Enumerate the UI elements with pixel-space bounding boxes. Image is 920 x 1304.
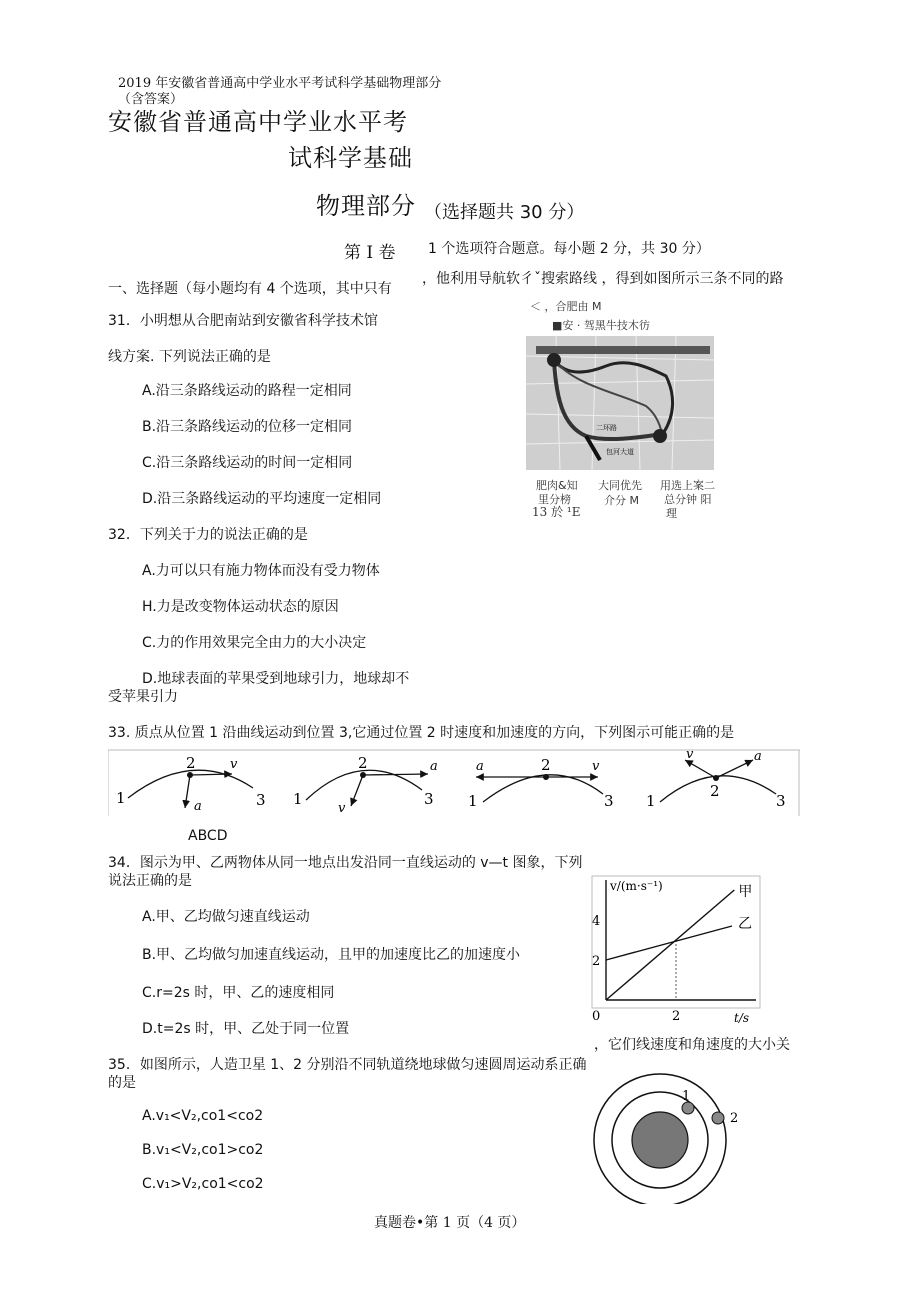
panel-b-accel-arrow — [363, 774, 428, 775]
title-line2: 试科学基础 — [288, 144, 413, 172]
vt-origin-label: 0 — [592, 1009, 601, 1024]
panel-d-velocity-arrow — [685, 760, 716, 778]
vt-y-axis-label: v/(m·s⁻¹) — [610, 879, 663, 893]
vt-series-jia-line — [606, 890, 734, 1000]
earth — [632, 1112, 688, 1168]
map-route-a-line3: 13 於 ¹E — [532, 505, 581, 519]
volume-label: 第 I 卷 — [344, 243, 396, 263]
q34-option-d: D.t=2s 时，甲、乙处于同一位置 — [142, 1021, 350, 1037]
q33-panel-d — [646, 748, 786, 810]
vt-y-tick-4: 4 — [592, 914, 601, 929]
map-route-a-line2: 里分榜 — [538, 493, 571, 506]
q35-option-a: A.v₁<V₂,co1<co2 — [142, 1108, 264, 1124]
panel-c-label-3: 3 — [604, 792, 614, 810]
q35-option-b: B.v₁<V₂,co1>co2 — [142, 1142, 264, 1158]
satellite-2-label: 2 — [730, 1111, 739, 1126]
q31-option-a: A.沿三条路线运动的路程一定相同 — [142, 383, 352, 399]
map-route-c-line3: 理 — [666, 507, 677, 520]
instruction-left: 一、选择题（每小题均有 4 个选项，其中只有 — [108, 281, 392, 297]
q35-stem-line1: 35．如图所示，人造卫星 1、2 分别沿不同轨道绕地球做匀速圆周运动系正确 — [108, 1057, 587, 1073]
q34-option-a: A.甲、乙均做匀速直线运动 — [142, 909, 310, 925]
panel-b-velocity-arrow — [351, 775, 363, 806]
instruction-right: 1 个选项符合题意。每小题 2 分，共 30 分） — [428, 241, 710, 257]
route-map-figure — [526, 336, 714, 470]
panel-d-accel-arrow — [716, 760, 753, 778]
satellite-2 — [712, 1112, 724, 1124]
start-marker — [547, 353, 561, 367]
map-route-a-line1: 肥肉&知 — [536, 479, 578, 492]
q33-panel-c — [468, 756, 614, 810]
q32-option-d: D.地球表面的苹果受到地球引力，地球却不 — [142, 671, 410, 687]
map-top-caption1: ＜ ，合肥由 M — [530, 300, 602, 313]
q35-option-c: C.v₁>V₂,co1<co2 — [142, 1176, 264, 1192]
vt-x-axis-label: t/s — [734, 1011, 750, 1025]
q31-stem-left: 31．小明想从合肥南站到安徽省科学技术馆 — [108, 313, 378, 329]
q34-option-b: B.甲、乙均做匀加速直线运动，且甲的加速度比乙的加速度小 — [142, 947, 521, 963]
map-route-b-line1: 大同优先 — [598, 479, 642, 492]
q33-panel-b — [293, 754, 438, 816]
q32-option-b: H.力是改变物体运动状态的原因 — [142, 599, 339, 615]
panel-b-label-v: v — [338, 801, 346, 816]
panel-c-label-a: a — [476, 759, 484, 774]
vt-chart — [588, 872, 764, 1030]
panel-b-label-3: 3 — [424, 790, 434, 808]
vt-series-jia-label: 甲 — [738, 884, 753, 900]
panel-a-accel-arrow — [185, 775, 190, 808]
vt-y-tick-2: 2 — [592, 954, 601, 969]
q33-panel-a — [116, 754, 266, 814]
panel-a-label-v: v — [230, 757, 238, 772]
q33-caption: ABCD — [188, 828, 228, 844]
panel-d-label-3: 3 — [776, 792, 786, 810]
panel-a-label-2: 2 — [186, 754, 196, 772]
panel-a-label-a: a — [194, 799, 202, 814]
map-route-b-line2: 介分 M — [604, 494, 639, 507]
panel-b-label-1: 1 — [293, 790, 303, 808]
q33-stem: 33. 质点从位置 1 沿曲线运动到位置 3,它通过位置 2 时速度和加速度的方向，下列图示可能正确的是 — [108, 725, 735, 741]
q32-option-d-cont: 受苹果引力 — [108, 689, 178, 705]
q34-option-c: C.r=2s 时，甲、乙的速度相同 — [142, 985, 335, 1001]
map-top-road — [536, 346, 710, 354]
q32-option-a: A.力可以只有施力物体而没有受力物体 — [142, 563, 380, 579]
map-route-c-line2: 总分钟 阳 — [664, 493, 712, 506]
panel-d-label-2: 2 — [710, 782, 720, 800]
panel-d-label-v: v — [686, 748, 694, 762]
doc-header-line2: （含答案） — [118, 92, 184, 107]
q34-stem-line1: 34．图示为甲、乙两物体从同一地点出发沿同一直线运动的 v—t 图象，下列 — [108, 855, 583, 871]
q35-stem-line2: 的是 — [108, 1075, 136, 1091]
vt-series-yi-label: 乙 — [738, 916, 752, 932]
map-route-c-line1: 用选上案二 — [660, 479, 715, 492]
satellite-1-label: 1 — [682, 1089, 691, 1104]
orbit-figure — [590, 1070, 750, 1204]
map-road-label-1: 二环路 — [596, 424, 617, 432]
q31-option-b: B.沿三条路线运动的位移一定相同 — [142, 419, 353, 435]
panel-d-label-1: 1 — [646, 792, 656, 810]
q31-option-d: D.沿三条路线运动的平均速度一定相同 — [142, 491, 382, 507]
q34-stem-line2: 说法正确的是 — [108, 873, 192, 889]
end-marker — [653, 429, 667, 443]
panel-c-label-v: v — [592, 759, 600, 774]
q31-stem-right: ，他利用导航软彳ˇ搜索路线 ，得到如图所示三条不同的路 — [422, 271, 784, 287]
map-road-label-2: 包河大道 — [606, 448, 634, 456]
vt-x-tick-2: 2 — [672, 1009, 681, 1024]
q35-stem-right: ，它们线速度和角速度的大小关 — [594, 1037, 790, 1053]
panel-a-label-1: 1 — [116, 789, 126, 807]
panel-b-label-2: 2 — [358, 754, 368, 772]
title-line1: 安徽省普通高中学业水平考 — [108, 108, 408, 136]
panel-c-label-1: 1 — [468, 792, 478, 810]
q33-figure-strip — [108, 748, 800, 818]
panel-a-label-3: 3 — [256, 791, 266, 809]
title-subtitle: （选择题共 30 分） — [424, 202, 585, 223]
page-footer: 真题卷•第 1 页（4 页） — [374, 1215, 526, 1231]
panel-c-label-2: 2 — [541, 756, 551, 774]
panel-b-label-a: a — [430, 759, 438, 774]
panel-c-curve — [483, 775, 603, 802]
map-top-caption2: ■安 · 驾黑牛技木彷 — [552, 319, 650, 332]
q31-option-c: C.沿三条路线运动的时间一定相同 — [142, 455, 353, 471]
q31-stem-cont: 线方案. 下列说法正确的是 — [108, 349, 271, 365]
q32-stem: 32．下列关于力的说法正确的是 — [108, 527, 308, 543]
title-line3: 物理部分 — [316, 192, 416, 220]
panel-d-label-a: a — [754, 749, 762, 764]
q32-option-c: C.力的作用效果完全由力的大小决定 — [142, 635, 367, 651]
doc-header-line1: 2019 年安徽省普通高中学业水平考试科学基础物理部分 — [118, 76, 442, 91]
vt-series-yi-line — [606, 926, 732, 960]
